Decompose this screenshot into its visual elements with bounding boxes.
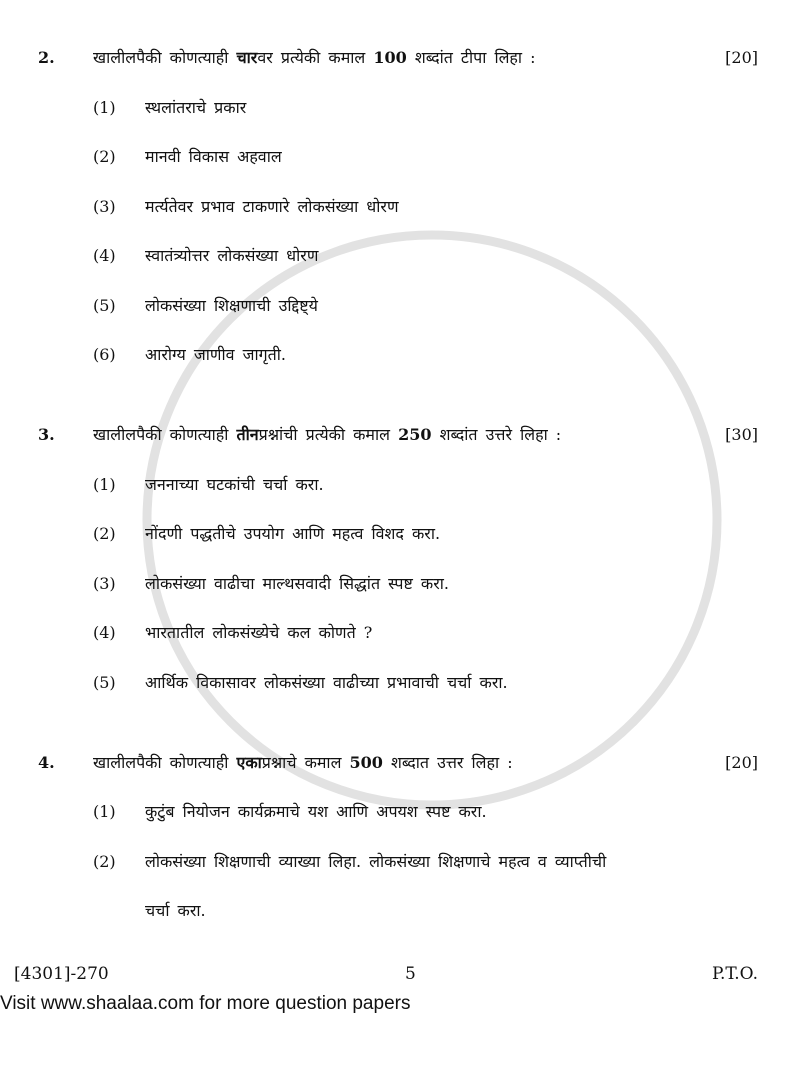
instruction-mid: प्रश्नांची प्रत्येकी कमाल [258, 425, 390, 444]
sub-question-text: भारतातील लोकसंख्येचे कल कोणते ? [145, 623, 373, 642]
question-block [38, 44, 758, 369]
sub-question-text: जननाच्या घटकांची चर्चा करा. [145, 474, 324, 494]
sub-question-text: लोकसंख्या शिक्षणाची उद्दिष्ट्ये [145, 295, 318, 315]
sub-question [38, 143, 758, 171]
question-instruction [93, 44, 713, 72]
sub-question [38, 341, 758, 369]
sub-question-text-cont: चर्चा करा. [145, 901, 206, 920]
instruction-mid: प्रश्नाचे कमाल [261, 752, 342, 772]
question-heading [38, 421, 758, 449]
question-number: 2. [38, 48, 55, 67]
instruction-post: शब्दांत टीपा लिहा : [414, 48, 536, 67]
visit-link[interactable]: Visit www.shaalaa.com for more question papers [0, 993, 411, 1014]
sub-question-text: लोकसंख्या वाढीचा माल्थसवादी सिद्धांत स्पष्ट करा. [145, 573, 449, 593]
sub-question-text: स्थलांतराचे प्रकार [145, 97, 247, 117]
sub-question-continuation [38, 897, 758, 925]
question-marks: [20] [725, 48, 758, 67]
instruction-pre: खालीलपैकी कोणत्याही [93, 425, 229, 444]
question-heading [38, 44, 758, 72]
sub-question-text: आरोग्य जाणीव जागृती. [145, 345, 286, 364]
sub-question-label: (6) [93, 345, 116, 364]
question-instruction [93, 421, 713, 449]
sub-question [38, 193, 758, 221]
instruction-bold: तीन [236, 425, 259, 444]
question-block [38, 421, 758, 697]
sub-question-text: कुटुंब नियोजन कार्यक्रमाचे यश आणि अपयश स्पष्ट करा. [145, 802, 487, 821]
question-heading [38, 749, 758, 777]
instruction-pre: खालीलपैकी कोणत्याही [93, 48, 229, 67]
instruction-post: शब्दांत उत्तरे लिहा : [439, 425, 562, 444]
question-number: 4. [38, 752, 55, 772]
word-limit: 250 [398, 425, 432, 444]
pto-label: P.T.O. [712, 964, 758, 984]
sub-question [38, 94, 758, 122]
sub-question-label: (1) [93, 97, 116, 117]
sub-question-label: (4) [93, 623, 116, 642]
sub-question-label: (1) [93, 802, 116, 821]
page-footer [0, 962, 800, 986]
sub-question [38, 848, 758, 876]
sub-question-label: (1) [93, 474, 116, 494]
question-instruction [93, 749, 713, 777]
sub-question [38, 669, 758, 697]
sub-question-text: मानवी विकास अहवाल [145, 147, 282, 166]
sub-question-text: मर्त्यतेवर प्रभाव टाकणारे लोकसंख्या धोरण [145, 196, 399, 216]
sub-question [38, 798, 758, 826]
instruction-mid: वर प्रत्येकी कमाल [257, 48, 366, 67]
question-marks: [20] [725, 752, 758, 772]
question-block [38, 749, 758, 926]
sub-question-label: (3) [93, 573, 116, 593]
instruction-pre: खालीलपैकी कोणत्याही [93, 752, 229, 772]
sub-question-text: आर्थिक विकासावर लोकसंख्या वाढीच्या प्रभावाची चर्चा करा. [145, 672, 508, 692]
sub-question-label: (3) [93, 196, 116, 216]
sub-question-label: (2) [93, 524, 116, 543]
sub-question-label: (2) [93, 147, 116, 166]
word-limit: 500 [349, 752, 383, 772]
paper-code: [4301]-270 [14, 964, 109, 984]
word-limit: 100 [373, 48, 407, 67]
sub-question [38, 242, 758, 270]
sub-question-text: लोकसंख्या शिक्षणाची व्याख्या लिहा. लोकसंख्या शिक्षणाचे महत्व व व्याप्तीची [145, 851, 607, 871]
sub-question-label: (5) [93, 672, 116, 692]
sub-question [38, 520, 758, 548]
sub-question [38, 619, 758, 647]
sub-question-label: (4) [93, 246, 116, 265]
page-number: 5 [404, 964, 416, 984]
sub-question [38, 570, 758, 598]
instruction-bold: एका [236, 752, 262, 772]
question-number: 3. [38, 425, 55, 444]
sub-question [38, 292, 758, 320]
sub-question [38, 471, 758, 499]
sub-question-text: नोंदणी पद्धतीचे उपयोग आणि महत्व विशद करा. [145, 524, 441, 543]
instruction-bold: चार [236, 48, 258, 67]
sub-question-label: (5) [93, 295, 116, 315]
question-marks: [30] [725, 425, 758, 444]
sub-question-label: (2) [93, 851, 116, 871]
instruction-post: शब्दात उत्तर लिहा : [391, 752, 513, 772]
sub-question-text: स्वातंत्र्योत्तर लोकसंख्या धोरण [145, 246, 319, 265]
